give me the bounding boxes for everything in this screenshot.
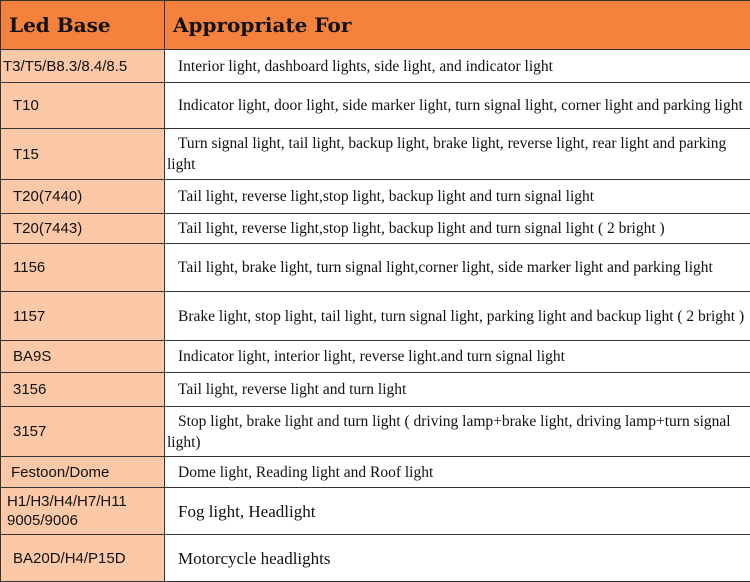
application-cell [165, 129, 750, 180]
application-text: Fog light, Headlight [167, 501, 748, 522]
application-text: Tail light, reverse light and turn light [167, 379, 748, 400]
led-base-cell: Festoon/Dome [1, 457, 165, 488]
table-row [1, 488, 750, 535]
header-row [1, 1, 750, 50]
led-base-cell: 1157 [1, 292, 165, 341]
application-text: Motorcycle headlights [167, 548, 748, 569]
application-cell [165, 214, 750, 244]
application-cell [165, 83, 750, 129]
led-base-cell: 1156 [1, 244, 165, 292]
led-base-cell: T20(7443) [1, 214, 165, 244]
application-cell [165, 457, 750, 488]
table-row [1, 535, 750, 582]
led-base-text: H1/H3/H4/H7/H11 9005/9006 [7, 493, 127, 529]
table-row [1, 129, 750, 180]
table-row [1, 341, 750, 373]
application-cell [165, 180, 750, 214]
application-text: Dome light, Reading light and Roof light [167, 462, 748, 483]
application-text: Turn signal light, tail light, backup light, brake light, reverse light, rear light and parking light [167, 133, 748, 175]
header-appropriate-for: Appropriate For [165, 1, 750, 50]
table-row [1, 83, 750, 129]
led-base-cell: 3157 [1, 407, 165, 457]
application-text: Tail light, brake light, turn signal light,corner light, side marker light and parking light [167, 257, 748, 278]
table-row [1, 50, 750, 83]
led-base-cell: BA9S [1, 341, 165, 373]
led-base-cell: T3/T5/B8.3/8.4/8.5 [1, 50, 165, 83]
table-row [1, 244, 750, 292]
application-text: Stop light, brake light and turn light ( driving lamp+brake light, driving lamp+turn signal light) [167, 411, 748, 453]
application-cell [165, 373, 750, 407]
application-text: Indicator light, interior light, reverse light.and turn signal light [167, 346, 748, 367]
led-base-cell: BA20D/H4/P15D [1, 535, 165, 582]
application-text: Interior light, dashboard lights, side light, and indicator light [167, 56, 748, 77]
led-base-cell [1, 488, 165, 535]
application-cell [165, 244, 750, 292]
application-cell [165, 535, 750, 582]
table-row [1, 457, 750, 488]
application-text: Brake light, stop light, tail light, turn signal light, parking light and backup light ( 2 bright ) [167, 306, 748, 327]
application-cell [165, 407, 750, 457]
application-cell [165, 292, 750, 341]
table-row [1, 180, 750, 214]
header-led-base: Led Base [1, 1, 165, 50]
application-cell [165, 341, 750, 373]
led-base-cell: T20(7440) [1, 180, 165, 214]
table-row [1, 292, 750, 341]
table-row [1, 214, 750, 244]
table-row [1, 407, 750, 457]
application-text: Tail light, reverse light,stop light, backup light and turn signal light ( 2 bright ) [167, 218, 748, 239]
application-cell [165, 50, 750, 83]
application-text: Tail light, reverse light,stop light, backup light and turn signal light [167, 186, 748, 207]
application-text: Indicator light, door light, side marker light, turn signal light, corner light and parking light [167, 95, 748, 116]
application-cell [165, 488, 750, 535]
led-base-cell: T15 [1, 129, 165, 180]
led-base-cell: T10 [1, 83, 165, 129]
table-row [1, 373, 750, 407]
led-base-cell: 3156 [1, 373, 165, 407]
